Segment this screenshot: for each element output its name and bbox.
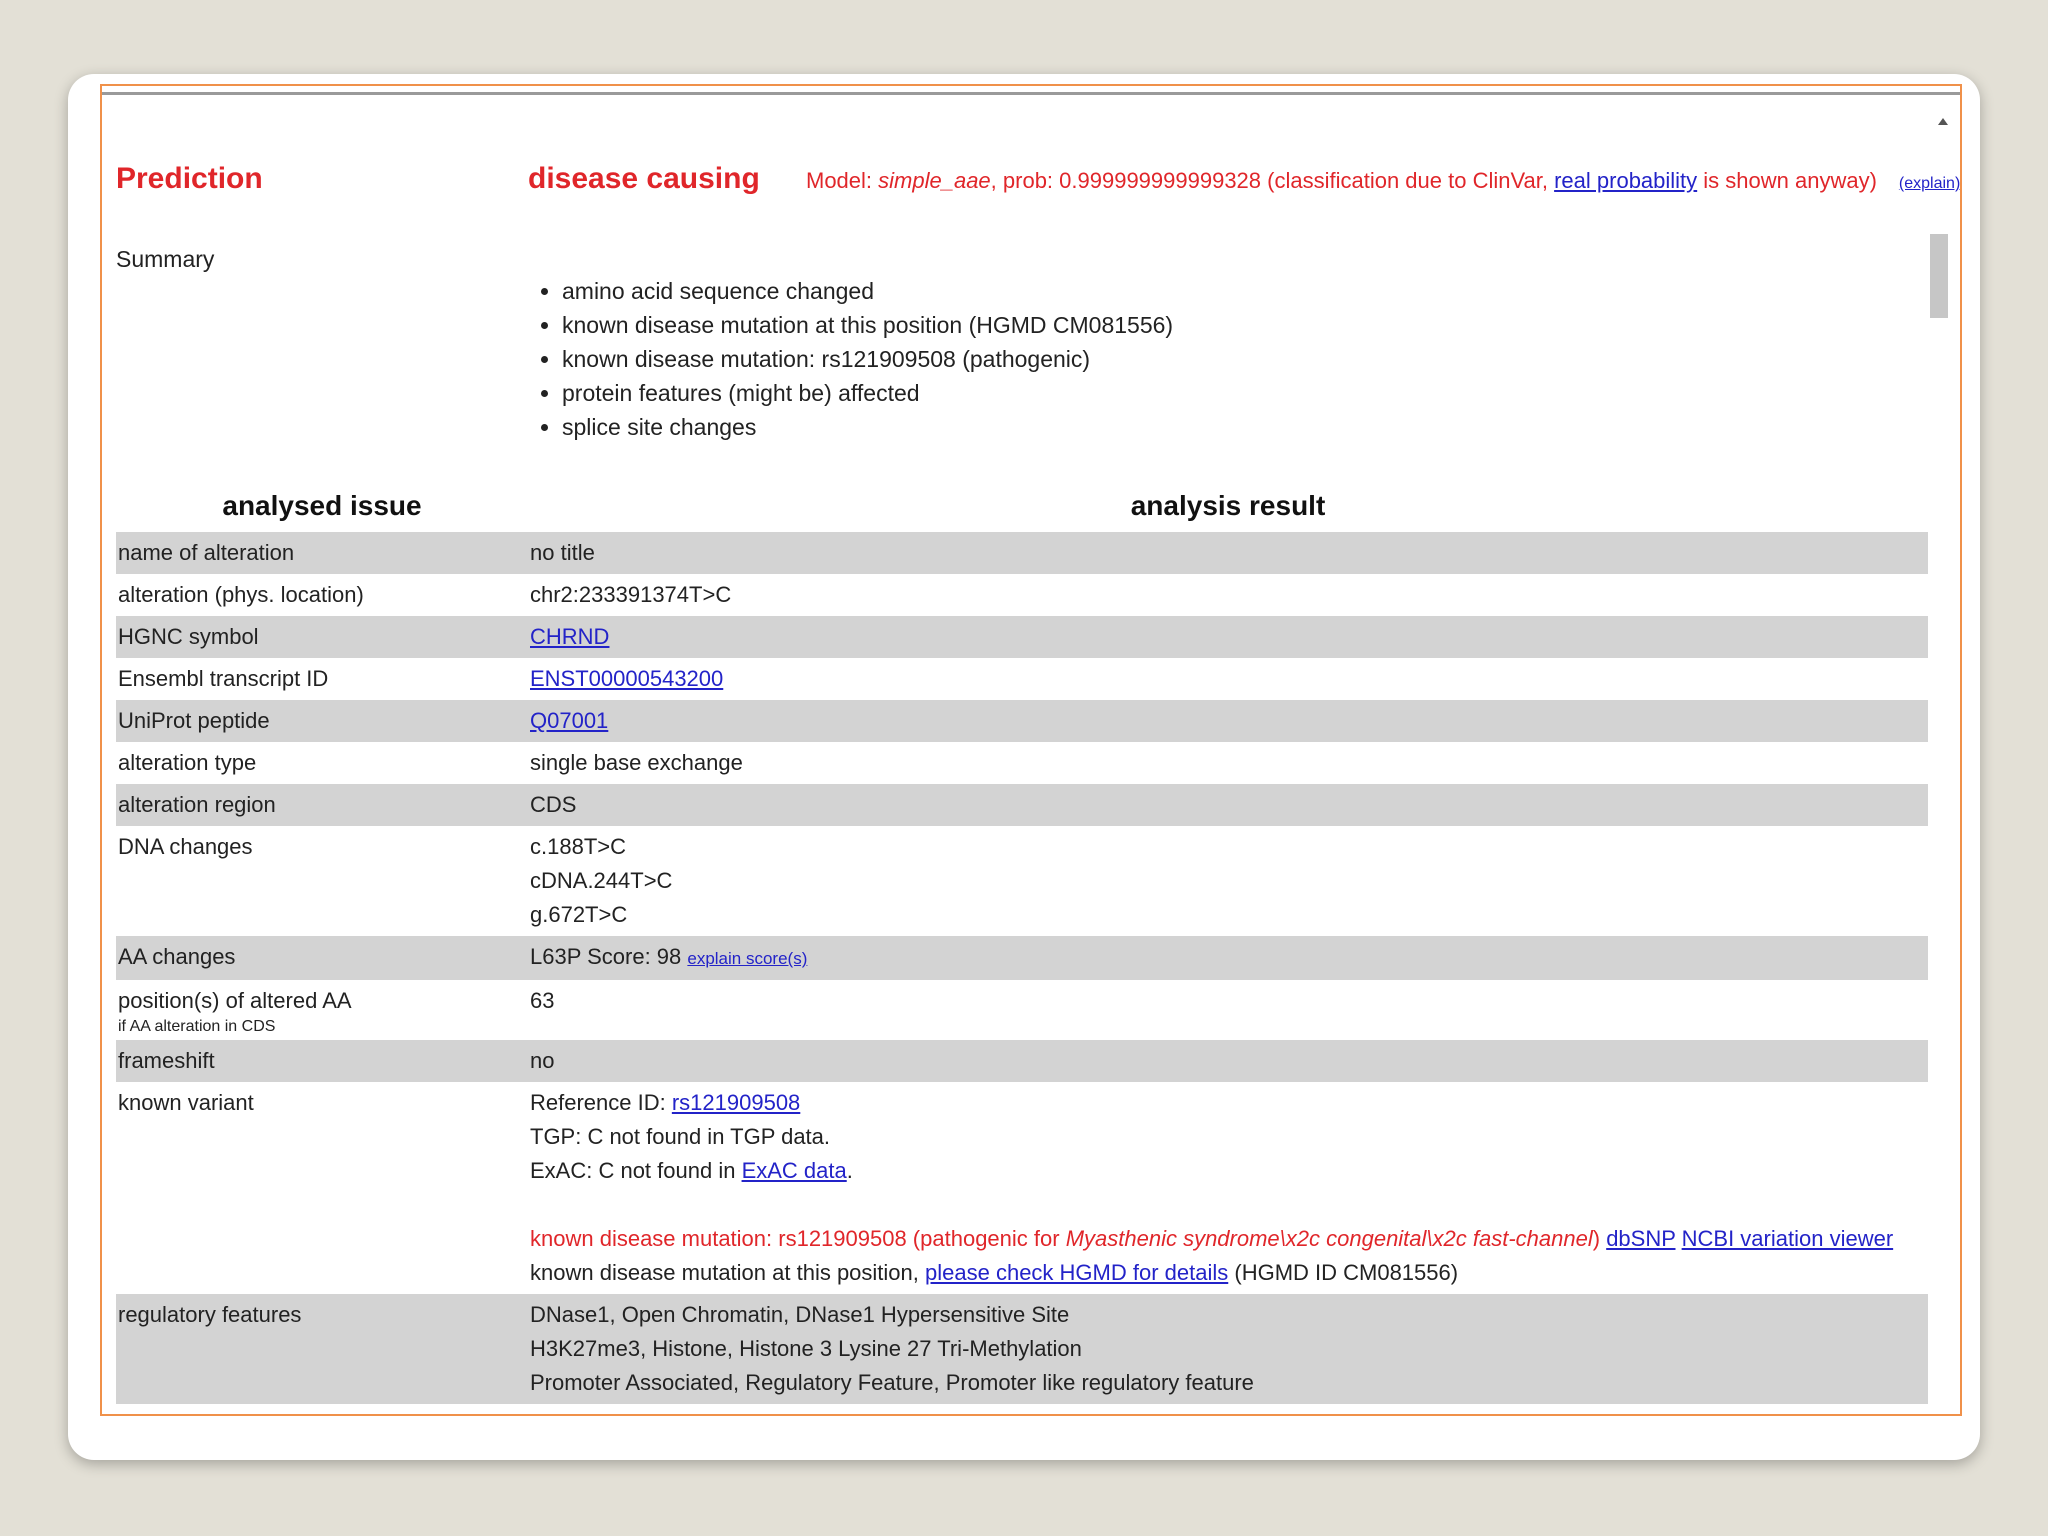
prediction-model [806, 168, 1960, 194]
regulatory-line: Promoter Associated, Regulatory Feature, Promoter like regulatory feature [530, 1370, 1254, 1395]
model-prefix: Model: [806, 168, 879, 193]
table-row [116, 980, 1928, 1040]
hgmd-position-line [530, 1256, 1926, 1290]
result-cell [528, 1082, 1928, 1294]
uniprot-peptide-link[interactable]: Q07001 [530, 708, 609, 733]
issue-cell: UniProt peptide [118, 708, 270, 733]
issue-cell: alteration region [118, 792, 276, 817]
analysis-table [116, 532, 1928, 1404]
scroll-thumb[interactable] [1930, 234, 1948, 318]
result-cell: single base exchange [530, 750, 743, 775]
result-cell: no title [530, 540, 595, 565]
summary-item: • amino acid sequence changed [562, 274, 1173, 308]
issue-cell: alteration type [118, 750, 257, 775]
issue-cell: frameshift [118, 1048, 215, 1073]
result-cell [528, 700, 1928, 742]
table-row [116, 574, 1928, 616]
explain-link[interactable]: (explain) [1898, 175, 1961, 192]
disease-name: Myasthenic syndrome\x2c congenital\x2c fast-channel [1065, 1226, 1593, 1251]
issue-cell: HGNC symbol [118, 624, 259, 649]
issue-cell: alteration (phys. location) [118, 582, 364, 607]
summary-label: Summary [116, 246, 215, 272]
position-suffix: (HGMD ID CM081556) [1228, 1260, 1459, 1285]
table-row [116, 742, 1928, 784]
result-cell [528, 826, 1928, 936]
table-row [116, 1082, 1928, 1294]
table-row [116, 532, 1928, 574]
issue-cell: regulatory features [118, 1302, 302, 1327]
disease-suffix: ) [1592, 1226, 1601, 1251]
table-row [116, 784, 1928, 826]
issue-cell [116, 980, 528, 1040]
result-cell: CDS [530, 792, 577, 817]
regulatory-line: H3K27me3, Histone, Histone 3 Lysine 27 Tri-Methylation [530, 1336, 1082, 1361]
summary-item: • splice site changes [562, 410, 1173, 444]
reference-id-line [530, 1086, 1926, 1120]
issue-sublabel: if AA alteration in CDS [118, 1018, 276, 1035]
issue-cell: DNA changes [118, 834, 253, 859]
header-analysis-result: analysis result [1130, 490, 1326, 521]
result-cell [528, 616, 1928, 658]
issue-cell: name of alteration [118, 540, 295, 565]
scrollbar[interactable] [1934, 98, 1956, 1410]
dna-change-line: c.188T>C [530, 834, 626, 859]
hgnc-symbol-link[interactable]: CHRND [530, 624, 610, 649]
page-content [116, 86, 1961, 1416]
prediction-label: Prediction [116, 162, 263, 195]
model-name: simple_aae [878, 168, 991, 193]
browser-frame [100, 84, 1962, 1416]
prediction-value: disease causing [528, 162, 760, 195]
table-row [116, 936, 1928, 980]
exac-prefix: ExAC: C not found in [530, 1158, 742, 1183]
exac-line [530, 1154, 1926, 1188]
reference-id-link[interactable]: rs121909508 [671, 1090, 801, 1115]
result-cell: no [530, 1048, 555, 1073]
ensembl-transcript-link[interactable]: ENST00000543200 [530, 666, 724, 691]
header-analysed-issue: analysed issue [222, 490, 422, 521]
exac-suffix: . [846, 1158, 853, 1183]
summary-item: • protein features (might be) affected [562, 376, 1173, 410]
exac-data-link[interactable]: ExAC data [741, 1158, 847, 1183]
result-cell: 63 [530, 988, 555, 1013]
model-prob: , prob: 0.999999999999328 (classification due to ClinVar, [990, 168, 1555, 193]
result-cell [528, 1294, 1928, 1404]
explain-scores-link[interactable]: explain score(s) [687, 949, 808, 968]
dna-change-line: g.672T>C [530, 902, 628, 927]
result-cell: chr2:233391374T>C [530, 582, 732, 607]
aa-change-text: L63P Score: 98 [530, 944, 688, 969]
summary-list [536, 274, 1173, 444]
ncbi-variation-viewer-link[interactable]: NCBI variation viewer [1681, 1226, 1894, 1251]
summary-item: • known disease mutation at this position (HGMD CM081556) [562, 308, 1173, 342]
result-cell [528, 936, 1928, 980]
issue-cell: known variant [118, 1090, 254, 1115]
scroll-up-arrow-icon[interactable] [1938, 118, 1948, 125]
summary-item: • known disease mutation: rs121909508 (pathogenic) [562, 342, 1173, 376]
issue-cell: AA changes [118, 944, 236, 969]
hgmd-details-link[interactable]: please check HGMD for details [925, 1260, 1229, 1285]
table-row [116, 700, 1928, 742]
issue-cell: Ensembl transcript ID [118, 666, 329, 691]
table-row [116, 1040, 1928, 1082]
position-prefix: known disease mutation at this position, [530, 1260, 926, 1285]
table-row [116, 658, 1928, 700]
dbsnp-link[interactable]: dbSNP [1606, 1226, 1676, 1251]
table-row [116, 1294, 1928, 1404]
model-suffix: is shown anyway) [1697, 168, 1877, 193]
real-probability-link[interactable]: real probability [1554, 168, 1698, 193]
table-row [116, 826, 1928, 936]
spacer [530, 1188, 1926, 1222]
table-row [116, 616, 1928, 658]
issue-label: position(s) of altered AA [118, 988, 352, 1013]
dna-change-line: cDNA.244T>C [530, 868, 673, 893]
disease-prefix: known disease mutation: rs121909508 (pathogenic for [530, 1226, 1066, 1251]
regulatory-line: DNase1, Open Chromatin, DNase1 Hypersensitive Site [530, 1302, 1070, 1327]
ref-prefix: Reference ID: [530, 1090, 672, 1115]
tgp-line: TGP: C not found in TGP data. [530, 1124, 831, 1149]
result-cell [528, 658, 1928, 700]
disease-mutation-line [530, 1222, 1926, 1256]
